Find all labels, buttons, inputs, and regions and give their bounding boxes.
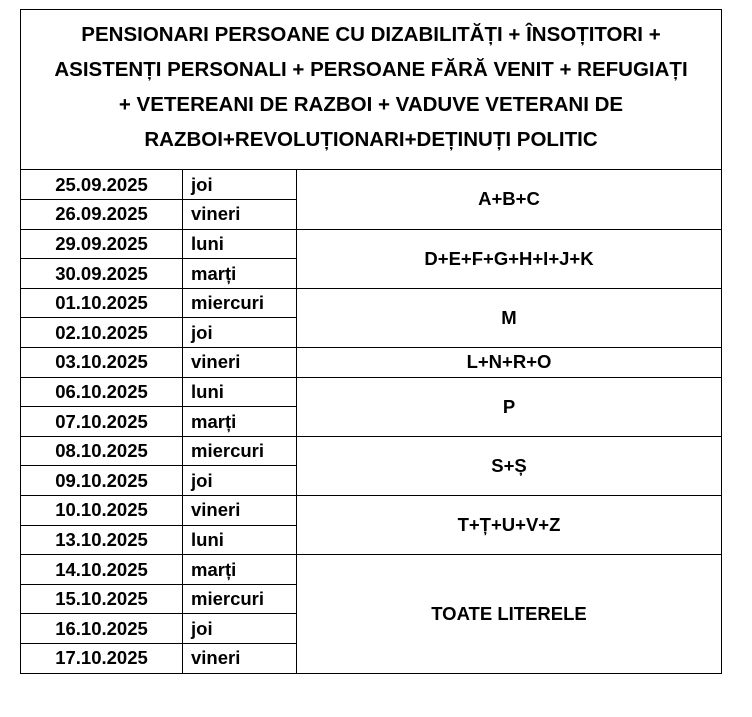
date-cell: 02.10.2025 — [21, 318, 183, 348]
page-title — [20, 9, 722, 170]
date-cell: 26.09.2025 — [21, 200, 183, 230]
day-cell: luni — [183, 377, 297, 407]
date-cell: 01.10.2025 — [21, 288, 183, 318]
letters-cell: T+Ț+U+V+Z — [297, 496, 722, 555]
date-cell: 10.10.2025 — [21, 496, 183, 526]
letters-cell: D+E+F+G+H+I+J+K — [297, 229, 722, 288]
schedule-document — [20, 9, 722, 674]
table-row — [21, 288, 722, 318]
letters-cell: A+B+C — [297, 170, 722, 229]
date-cell: 06.10.2025 — [21, 377, 183, 407]
date-cell: 07.10.2025 — [21, 407, 183, 437]
day-cell: luni — [183, 525, 297, 555]
day-cell: miercuri — [183, 288, 297, 318]
date-cell: 14.10.2025 — [21, 555, 183, 585]
day-cell: marți — [183, 555, 297, 585]
day-cell: marți — [183, 407, 297, 437]
table-row — [21, 555, 722, 585]
letters-cell: TOATE LITERELE — [297, 555, 722, 673]
date-cell: 15.10.2025 — [21, 584, 183, 614]
day-cell: vineri — [183, 348, 297, 378]
table-row — [21, 229, 722, 259]
title-line: PENSIONARI PERSOANE CU DIZABILITĂȚI + ÎNSOȚITORI + — [81, 23, 661, 46]
date-cell: 29.09.2025 — [21, 229, 183, 259]
date-cell: 09.10.2025 — [21, 466, 183, 496]
date-cell: 16.10.2025 — [21, 614, 183, 644]
schedule-table — [20, 170, 722, 674]
date-cell: 13.10.2025 — [21, 525, 183, 555]
letters-cell: M — [297, 288, 722, 347]
table-row — [21, 170, 722, 200]
date-cell: 17.10.2025 — [21, 644, 183, 674]
day-cell: marți — [183, 259, 297, 289]
day-cell: miercuri — [183, 584, 297, 614]
day-cell: vineri — [183, 496, 297, 526]
title-line: + VETEREANI DE RAZBOI + VADUVE VETERANI DE — [118, 93, 624, 116]
day-cell: joi — [183, 170, 297, 200]
date-cell: 03.10.2025 — [21, 348, 183, 378]
letters-cell: L+N+R+O — [297, 348, 722, 378]
day-cell: joi — [183, 614, 297, 644]
letters-cell: P — [297, 377, 722, 436]
title-line: ASISTENȚI PERSONALI + PERSOANE FĂRĂ VENIT + REFUGIAȚI — [54, 58, 688, 81]
day-cell: joi — [183, 466, 297, 496]
day-cell: vineri — [183, 644, 297, 674]
day-cell: miercuri — [183, 436, 297, 466]
day-cell: joi — [183, 318, 297, 348]
letters-cell: S+Ș — [297, 436, 722, 495]
day-cell: vineri — [183, 200, 297, 230]
date-cell: 08.10.2025 — [21, 436, 183, 466]
date-cell: 30.09.2025 — [21, 259, 183, 289]
day-cell: luni — [183, 229, 297, 259]
date-cell: 25.09.2025 — [21, 170, 183, 200]
table-row — [21, 496, 722, 526]
title-line: RAZBOI+REVOLUȚIONARI+DEȚINUȚI POLITIC — [144, 128, 598, 151]
table-row — [21, 377, 722, 407]
table-row — [21, 436, 722, 466]
table-row — [21, 348, 722, 378]
